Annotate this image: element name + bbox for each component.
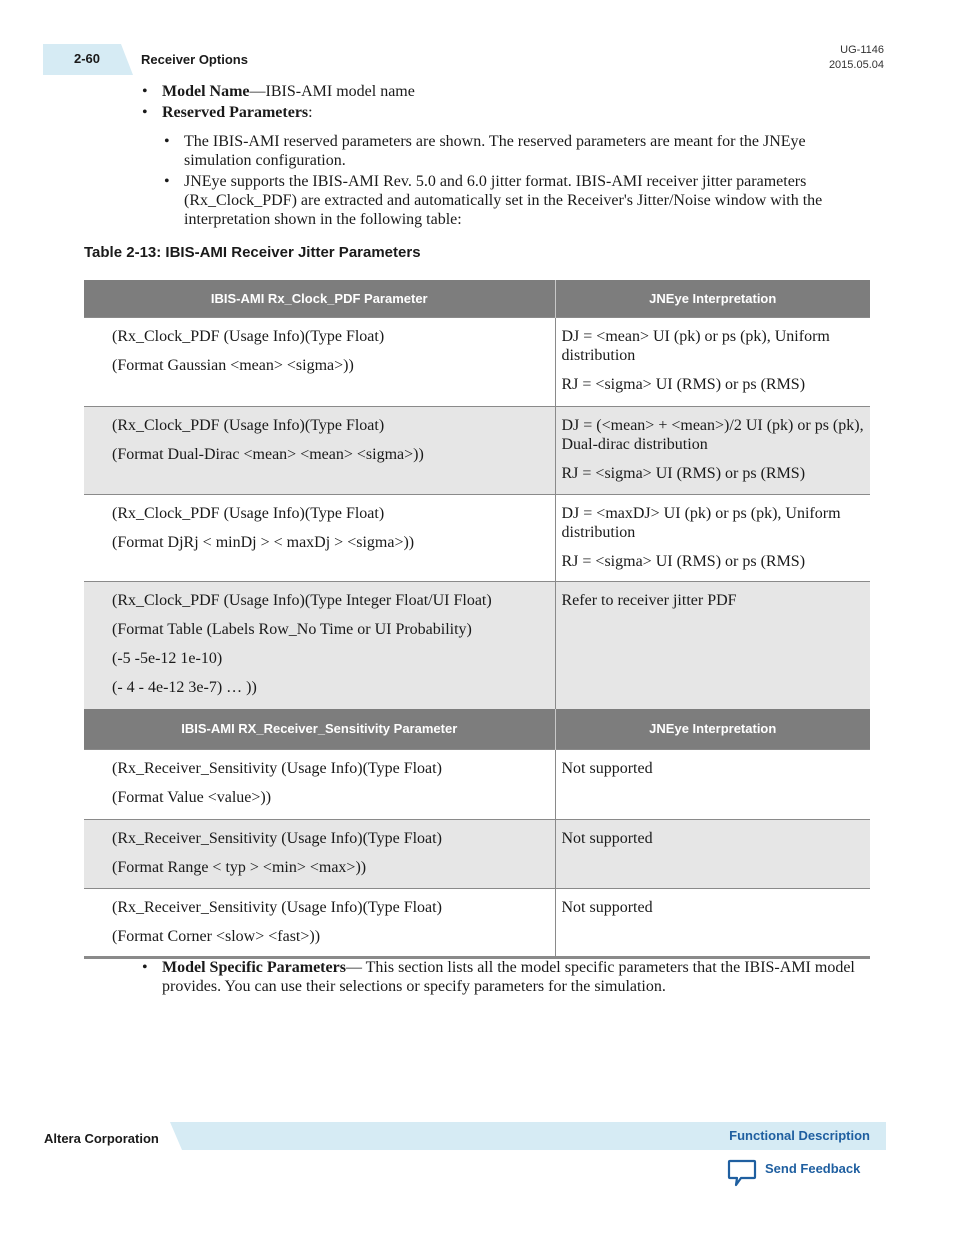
parameter-cell: (Rx_Clock_PDF (Usage Info)(Type Integer Float/UI Float) (Format Table (Labels Row_No Time or UI Probability) (-5 -5e-12 1e-10) (- 4 - 4e-12 3e-7) … )) xyxy=(84,582,555,709)
parameter-cell: (Rx_Clock_PDF (Usage Info)(Type Float) (Format DjRj < minDj > < maxDj > <sigma>)) xyxy=(84,495,555,582)
parameter-cell: (Rx_Clock_PDF (Usage Info)(Type Float) (Format Dual-Dirac <mean> <mean> <sigma>)) xyxy=(84,407,555,495)
parameter-cell: (Rx_Receiver_Sensitivity (Usage Info)(Type Float) (Format Corner <slow> <fast>)) xyxy=(84,888,555,957)
table-row xyxy=(84,749,870,819)
functional-description-link[interactable]: Functional Description xyxy=(729,1128,870,1143)
top-bullet-list xyxy=(139,82,879,124)
column-header: JNEye Interpretation xyxy=(555,709,870,750)
page-number: 2-60 xyxy=(74,51,101,66)
bullet-model-name: • Model Name—IBIS-AMI model name xyxy=(139,82,879,101)
table-row xyxy=(84,407,870,495)
interpretation-cell: Not supported xyxy=(555,888,870,957)
footer-company: Altera Corporation xyxy=(44,1131,159,1146)
interpretation-cell: Refer to receiver jitter PDF xyxy=(555,582,870,709)
interpretation-cell: Not supported xyxy=(555,819,870,888)
bullet-model-specific-parameters: • Model Specific Parameters— This section lists all the model specific parameters that the IBIS-AMI model provides. You can use their selections or specify parameters for the simulation. xyxy=(139,958,859,996)
table-row xyxy=(84,582,870,709)
document-id: UG-1146 xyxy=(840,44,884,56)
jitter-parameters-table xyxy=(84,280,870,959)
section-title: Receiver Options xyxy=(141,52,248,67)
parameter-cell: (Rx_Receiver_Sensitivity (Usage Info)(Type Float) (Format Value <value>)) xyxy=(84,749,555,819)
parameter-cell: (Rx_Receiver_Sensitivity (Usage Info)(Type Float) (Format Range < typ > <min> <max>)) xyxy=(84,819,555,888)
bullet-reserved-parameters: • Reserved Parameters: xyxy=(139,103,879,122)
table-caption: Table 2-13: IBIS-AMI Receiver Jitter Parameters xyxy=(84,244,421,261)
speech-bubble-icon[interactable] xyxy=(727,1158,757,1188)
sub-bullet: • The IBIS-AMI reserved parameters are shown. The reserved parameters are meant for the JNEye simulation configuration. xyxy=(162,132,872,170)
table-row xyxy=(84,888,870,957)
column-header: IBIS-AMI RX_Receiver_Sensitivity Parameter xyxy=(84,709,555,750)
column-header: IBIS-AMI Rx_Clock_PDF Parameter xyxy=(84,280,555,318)
parameter-cell: (Rx_Clock_PDF (Usage Info)(Type Float) (Format Gaussian <mean> <sigma>)) xyxy=(84,318,555,407)
sub-bullet: • JNEye supports the IBIS-AMI Rev. 5.0 and 6.0 jitter format. IBIS-AMI receiver jitter parameters (Rx_Clock_PDF) are extracted and automatically set in the Receiver's Jitter/Noise window with the interpretation shown in the following table: xyxy=(162,172,872,229)
interpretation-cell: DJ = <mean> UI (pk) or ps (pk), Uniform distribution RJ = <sigma> UI (RMS) or ps (RMS) xyxy=(555,318,870,407)
table-section-header-row xyxy=(84,709,870,750)
interpretation-cell: DJ = (<mean> + <mean>)/2 UI (pk) or ps (pk), Dual-dirac distribution RJ = <sigma> UI (RMS) or ps (RMS) xyxy=(555,407,870,495)
document-id-block xyxy=(829,43,884,73)
table-row xyxy=(84,819,870,888)
interpretation-cell: DJ = <maxDJ> UI (pk) or ps (pk), Uniform distribution RJ = <sigma> UI (RMS) or ps (RMS) xyxy=(555,495,870,582)
document-date: 2015.05.04 xyxy=(828,59,884,71)
table-header-row xyxy=(84,280,870,318)
send-feedback-link[interactable]: Send Feedback xyxy=(765,1161,861,1176)
table-row xyxy=(84,495,870,582)
interpretation-cell: Not supported xyxy=(555,749,870,819)
column-header: JNEye Interpretation xyxy=(555,280,870,318)
table-row xyxy=(84,318,870,407)
reserved-parameters-sub-list xyxy=(162,132,872,231)
bottom-bullet-list xyxy=(139,958,859,998)
